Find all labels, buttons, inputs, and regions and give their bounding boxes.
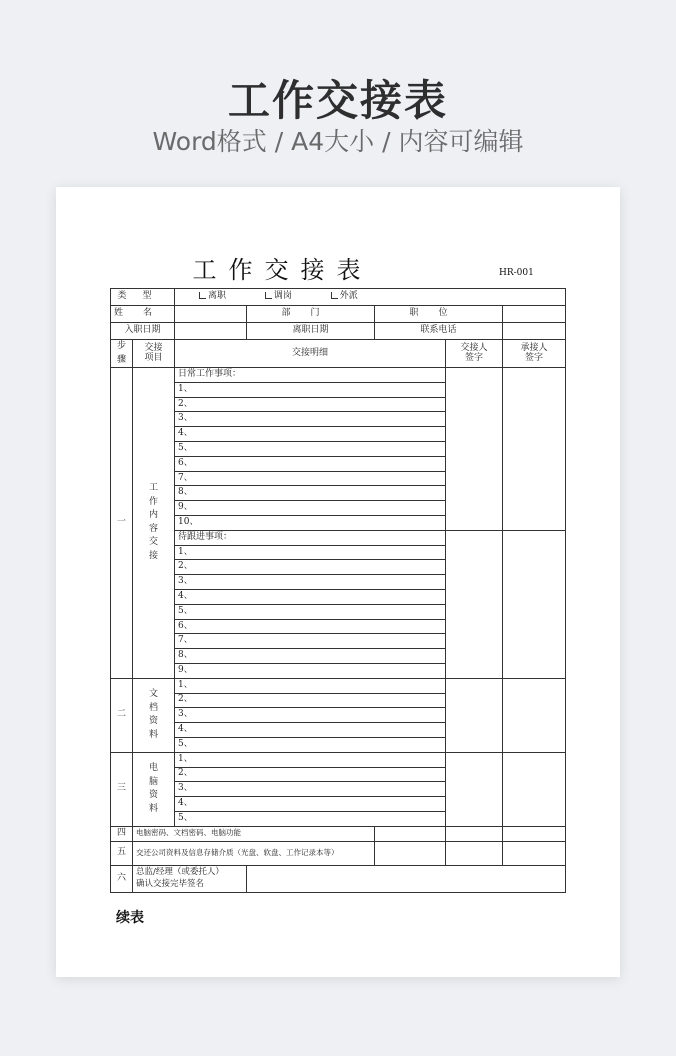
daily-row[interactable]: 2、 <box>175 397 446 412</box>
daily-row[interactable]: 6、 <box>175 456 446 471</box>
pending-row[interactable]: 2、 <box>175 560 446 575</box>
section6-number: 六 <box>111 865 133 892</box>
type-option-expatriate[interactable]: 外派 <box>331 292 358 302</box>
col-header-item: 交接项目 <box>133 340 175 368</box>
section5-receiver-sign[interactable] <box>503 841 566 865</box>
doc-row[interactable]: 1、 <box>175 678 446 693</box>
section1-daily-receiver-sign[interactable] <box>503 368 566 531</box>
col-header-receiver-sign: 承接人签字 <box>503 340 566 368</box>
name-label: 姓名 <box>111 306 175 323</box>
pending-row[interactable]: 3、 <box>175 575 446 590</box>
doc-row[interactable]: 5、 <box>175 737 446 752</box>
type-options <box>175 289 566 306</box>
pending-row[interactable]: 5、 <box>175 604 446 619</box>
table-row <box>111 530 566 545</box>
name-field[interactable] <box>175 306 247 323</box>
section2-handover-sign[interactable] <box>446 678 503 752</box>
section3-number: 三 <box>111 752 133 826</box>
hire-date-label: 入职日期 <box>111 323 175 340</box>
section1-number: 一 <box>111 368 133 679</box>
section5-number: 五 <box>111 841 133 865</box>
section5-detail[interactable] <box>375 841 446 865</box>
section6-item <box>133 865 247 892</box>
phone-field[interactable] <box>503 323 566 340</box>
checkbox-icon[interactable] <box>265 292 272 299</box>
col-header-detail: 交接明细 <box>175 340 446 368</box>
hire-date-field[interactable] <box>175 323 247 340</box>
section3-item: 电脑资料 <box>133 752 175 826</box>
daily-row[interactable]: 5、 <box>175 441 446 456</box>
section6-item-line1: 总监/经理（或委托人） <box>136 867 224 878</box>
section2-receiver-sign[interactable] <box>503 678 566 752</box>
section6-item-line2: 确认交接完毕签名 <box>136 878 205 889</box>
pending-row[interactable]: 1、 <box>175 545 446 560</box>
daily-row[interactable]: 7、 <box>175 471 446 486</box>
computer-row[interactable]: 2、 <box>175 767 446 782</box>
computer-row[interactable]: 1、 <box>175 752 446 767</box>
pending-row[interactable]: 9、 <box>175 663 446 678</box>
table-row <box>111 368 566 383</box>
column-header-row <box>111 340 566 368</box>
table-row <box>111 678 566 693</box>
daily-row[interactable]: 10、 <box>175 515 446 530</box>
date-row <box>111 323 566 340</box>
phone-label: 联系电话 <box>375 323 503 340</box>
daily-row[interactable]: 4、 <box>175 427 446 442</box>
section2-item: 文档资料 <box>133 678 175 752</box>
section1-pending-receiver-sign[interactable] <box>503 530 566 678</box>
table-row <box>111 841 566 865</box>
type-row <box>111 289 566 306</box>
handover-form-table <box>110 288 566 893</box>
document-title: 工作交接表 <box>192 256 373 284</box>
continued-label: 续表 <box>116 910 144 926</box>
section3-receiver-sign[interactable] <box>503 752 566 826</box>
document-code: HR-001 <box>499 268 534 278</box>
section1-pending-handover-sign[interactable] <box>446 530 503 678</box>
table-row <box>111 865 566 892</box>
daily-row[interactable]: 1、 <box>175 382 446 397</box>
type-label: 类型 <box>111 289 175 306</box>
section5-item: 交还公司资料及信息存储介质（光盘、软盘、工作记录本等） <box>133 841 375 865</box>
doc-row[interactable]: 2、 <box>175 693 446 708</box>
section2-number: 二 <box>111 678 133 752</box>
checkbox-icon[interactable] <box>199 292 206 299</box>
table-row <box>111 826 566 841</box>
col-header-handover-sign: 交接人签字 <box>446 340 503 368</box>
pending-header: 待跟进事项： <box>175 530 446 545</box>
section6-signature[interactable] <box>247 865 566 892</box>
name-row <box>111 306 566 323</box>
section5-handover-sign[interactable] <box>446 841 503 865</box>
type-option-transfer[interactable]: 调岗 <box>265 292 292 302</box>
position-label: 职位 <box>375 306 503 323</box>
col-header-step: 步骤 <box>111 340 133 368</box>
pending-row[interactable]: 8、 <box>175 649 446 664</box>
section4-number: 四 <box>111 826 133 841</box>
section4-receiver-sign[interactable] <box>503 826 566 841</box>
daily-row[interactable]: 8、 <box>175 486 446 501</box>
position-field[interactable] <box>503 306 566 323</box>
section4-item: 电脑密码、文档密码、电脑功能 <box>133 826 375 841</box>
computer-row[interactable]: 3、 <box>175 782 446 797</box>
pending-row[interactable]: 7、 <box>175 634 446 649</box>
pending-row[interactable]: 4、 <box>175 589 446 604</box>
type-option-resign[interactable]: 离职 <box>199 292 226 302</box>
section3-handover-sign[interactable] <box>446 752 503 826</box>
section4-detail[interactable] <box>375 826 446 841</box>
section4-handover-sign[interactable] <box>446 826 503 841</box>
checkbox-icon[interactable] <box>331 292 338 299</box>
banner-subtitle: Word格式 / A4大小 / 内容可编辑 <box>152 127 524 156</box>
doc-row[interactable]: 3、 <box>175 708 446 723</box>
section1-daily-handover-sign[interactable] <box>446 368 503 531</box>
daily-header: 日常工作事项： <box>175 368 446 383</box>
pending-row[interactable]: 6、 <box>175 619 446 634</box>
leave-date-label: 离职日期 <box>247 323 375 340</box>
section1-item: 工作内容交接 <box>133 368 175 679</box>
computer-row[interactable]: 4、 <box>175 797 446 812</box>
computer-row[interactable]: 5、 <box>175 811 446 826</box>
banner-title: 工作交接表 <box>227 76 448 125</box>
table-row <box>111 752 566 767</box>
dept-label: 部门 <box>247 306 375 323</box>
doc-row[interactable]: 4、 <box>175 723 446 738</box>
daily-row[interactable]: 3、 <box>175 412 446 427</box>
daily-row[interactable]: 9、 <box>175 501 446 516</box>
